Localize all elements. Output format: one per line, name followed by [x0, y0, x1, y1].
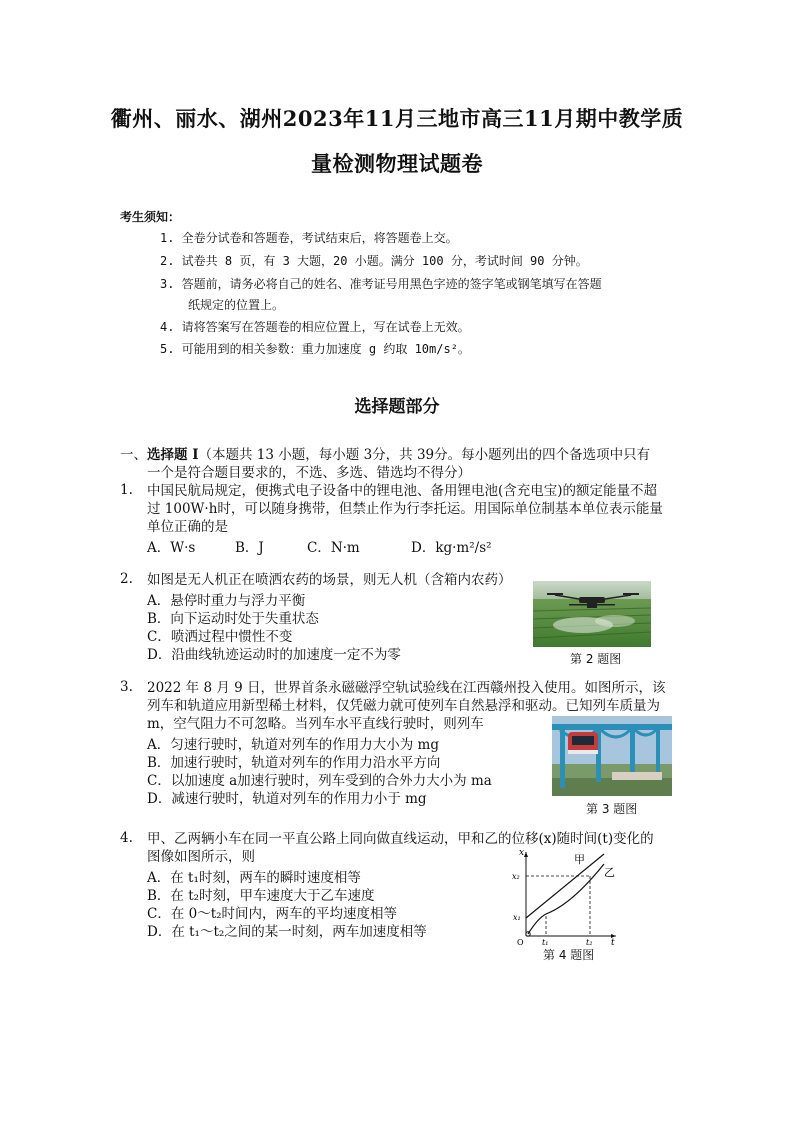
- part1-desc-line2: 一个是符合题目要求的，不选、多选、错选均不得分）: [147, 465, 471, 481]
- notice-item-4: 4. 请将答案写在答题卷的相应位置上，写在试卷上无效。: [160, 320, 470, 334]
- notice-item-3-cont: 纸规定的位置上。: [188, 298, 285, 312]
- graph-y-axis-label: x: [519, 848, 525, 858]
- q1-number: 1.: [120, 482, 133, 498]
- q4-stem-line1: 甲、乙两辆小车在同一平直公路上同向做直线运动，甲和乙的位移(x)随时间(t)变化的: [147, 831, 654, 847]
- q2-option-d: D．沿曲线轨迹运动时的加速度一定不为零: [147, 647, 401, 663]
- q2-stem: 如图是无人机正在喷洒农药的场景，则无人机（含箱内农药）: [147, 572, 512, 588]
- q3-caption: 第 3 题图: [586, 802, 638, 816]
- q2-option-c: C．喷洒过程中惯性不变: [147, 629, 293, 645]
- q2-option-b: B．向下运动时处于失重状态: [147, 611, 319, 627]
- notice-item-3: 3. 答题前，请务必将自己的姓名、准考证号用黑色字迹的签字笔或钢笔填写在答题: [160, 277, 602, 291]
- notice-heading: 考生须知：: [120, 210, 181, 224]
- q1-option-c: C．N·m: [307, 540, 360, 556]
- q3-option-d: D．减速行驶时，轨道对列车的作用力小于 mg: [147, 791, 427, 807]
- q4-option-c: C．在 0～t₂时间内，两车的平均速度相等: [147, 906, 398, 922]
- graph-origin-label: O: [517, 938, 524, 946]
- part1-desc: （本题共 13 小题，每小题 3分，共 39分。每小题列出的四个备选项中只有: [198, 447, 651, 463]
- graph-x-tick-t2: t₂: [586, 938, 593, 946]
- graph-y-tick-x2: x₂: [512, 872, 520, 881]
- section-title: 选择题部分: [354, 397, 440, 417]
- q3-stem-line1: 2022 年 8 月 9 日，世界首条永磁磁浮空轨试验线在江西赣州投入使用。如图所示，该: [147, 680, 666, 696]
- q1-option-b: B．J: [235, 540, 264, 556]
- q4-caption: 第 4 题图: [543, 948, 595, 962]
- part1-label: 一、: [120, 447, 147, 463]
- q1-option-a: A．W·s: [147, 540, 196, 556]
- maglev-photo: [552, 716, 672, 796]
- q4-option-a: A．在 t₁时刻，两车的瞬时速度相等: [147, 870, 361, 886]
- exam-title-line2: 量检测物理试题卷: [311, 151, 483, 176]
- q2-number: 2.: [120, 571, 133, 587]
- q2-caption: 第 2 题图: [570, 652, 622, 666]
- part1-bold: 选择题 I: [147, 447, 199, 463]
- graph-y-tick-x1: x₁: [513, 913, 521, 922]
- q3-option-b: B．加速行驶时，轨道对列车的作用力沿水平方向: [147, 755, 441, 771]
- q1-stem-line3: 单位正确的是: [147, 519, 228, 535]
- notice-item-1: 1. 全卷分试卷和答题卷，考试结束后，将答题卷上交。: [160, 231, 458, 245]
- q1-option-d: D．kg·m²/s²: [411, 540, 492, 556]
- q3-number: 3.: [120, 679, 133, 695]
- q3-option-c: C．以加速度 a加速行驶时，列车受到的合外力大小为 ma: [147, 773, 492, 789]
- notice-item-2: 2. 试卷共 8 页，有 3 大题，20 小题。满分 100 分，考试时间 90 分钟。: [160, 254, 588, 268]
- part1-header: [120, 446, 650, 464]
- q2-option-a: A．悬停时重力与浮力平衡: [147, 593, 306, 609]
- exam-title-line1: 衢州、丽水、湖州2023年11月三地市高三11月期中教学质: [110, 106, 684, 131]
- graph-x-tick-t1: t₁: [542, 938, 549, 946]
- graph-curve-yi: 乙: [604, 866, 615, 879]
- notice-item-5: 5. 可能用到的相关参数：重力加速度 g 约取 10m/s²。: [160, 342, 470, 356]
- q4-option-b: B．在 t₂时刻，甲车速度大于乙车速度: [147, 888, 375, 904]
- q4-xt-graph: [512, 846, 620, 946]
- drone-photo: [533, 581, 651, 647]
- q4-number: 4.: [120, 830, 133, 846]
- q1-options: [147, 536, 547, 556]
- q4-stem-line2: 图像如图所示，则: [147, 849, 255, 865]
- q1-stem-line2: 过 100W·h时，可以随身携带，但禁止作为行李托运。用国际单位制基本单位表示能量: [147, 501, 663, 517]
- q4-option-d: D．在 t₁～t₂之间的某一时刻，两车加速度相等: [147, 924, 427, 940]
- graph-curve-jia: 甲: [574, 853, 585, 866]
- q3-stem-line2: 列车和轨道应用新型稀土材料，仅凭磁力就可使列车自然悬浮和驱动。已知列车质量为: [147, 698, 660, 714]
- q1-stem-line1: 中国民航局规定，便携式电子设备中的锂电池、备用锂电池(含充电宝)的额定能量不超: [147, 483, 658, 499]
- q3-option-a: A．匀速行驶时，轨道对列车的作用力大小为 mg: [147, 737, 439, 753]
- graph-x-axis-label: t: [611, 938, 615, 946]
- q3-stem-line3: m，空气阻力不可忽略。当列车水平直线行驶时，则列车: [147, 716, 484, 732]
